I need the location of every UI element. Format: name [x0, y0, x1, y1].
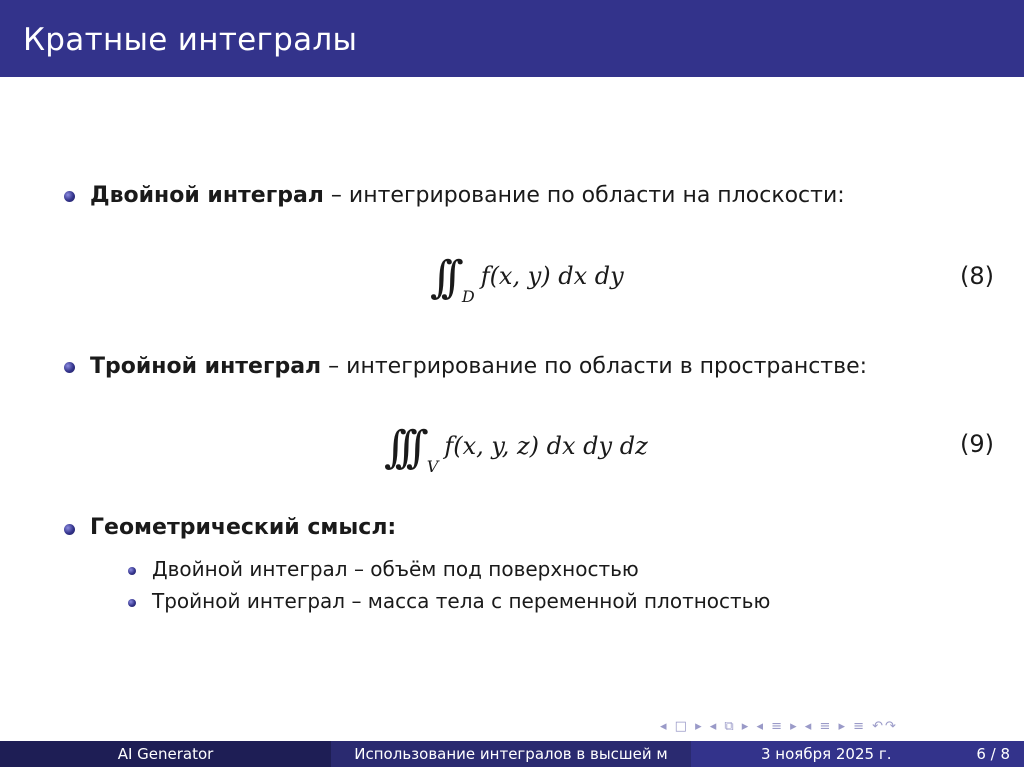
equation-number-8: (8) [960, 262, 994, 290]
footer-bar [0, 741, 1024, 767]
item-term: Двойной интеграл [90, 183, 324, 208]
sub-item-mass: Тройной интеграл – масса тела с переменной плотностью [152, 589, 771, 613]
item-term: Геометрический смысл: [90, 515, 397, 540]
footer-author: AI Generator [0, 741, 331, 767]
integral-limit: V [426, 457, 439, 476]
bullet-icon [64, 362, 75, 373]
beamer-navigation-icons[interactable]: ◂ □ ▸ ◂ ⧉ ▸ ◂ ≡ ▸ ◂ ≡ ▸ ≡ ↶↷ [660, 719, 898, 734]
bullet-icon [64, 524, 75, 535]
equation-9 [384, 422, 648, 476]
sub-bullet-icon [128, 567, 136, 575]
integral-sign: ∫∫ [430, 252, 452, 303]
integrand: f(x, y, z) dx dy dz [444, 432, 648, 460]
list-item-double-integral [90, 183, 845, 208]
item-text: – интегрирование по области в пространстве: [321, 354, 868, 379]
integral-sign: ∫∫∫ [384, 422, 417, 473]
bullet-icon [64, 191, 75, 202]
footer-info [691, 741, 1024, 767]
equation-8 [430, 252, 624, 306]
integrand: f(x, y) dx dy [480, 262, 624, 290]
item-term: Тройной интеграл [90, 354, 322, 379]
list-item-triple-integral [90, 354, 867, 379]
frame-title-bar [0, 0, 1024, 77]
frame-title: Кратные интегралы [23, 22, 358, 58]
item-text: – интегрирование по области на плоскости: [323, 183, 845, 208]
list-item-geometric-meaning [90, 515, 396, 540]
integral-limit: D [461, 287, 475, 306]
equation-number-9: (9) [960, 430, 994, 458]
sub-bullet-icon [128, 599, 136, 607]
footer-page-number: 6 / 8 [976, 745, 1010, 763]
sub-item-volume: Двойной интеграл – объём под поверхностью [152, 557, 639, 581]
footer-date: 3 ноября 2025 г. [761, 745, 892, 763]
footer-title: Использование интегралов в высшей м [331, 741, 691, 767]
